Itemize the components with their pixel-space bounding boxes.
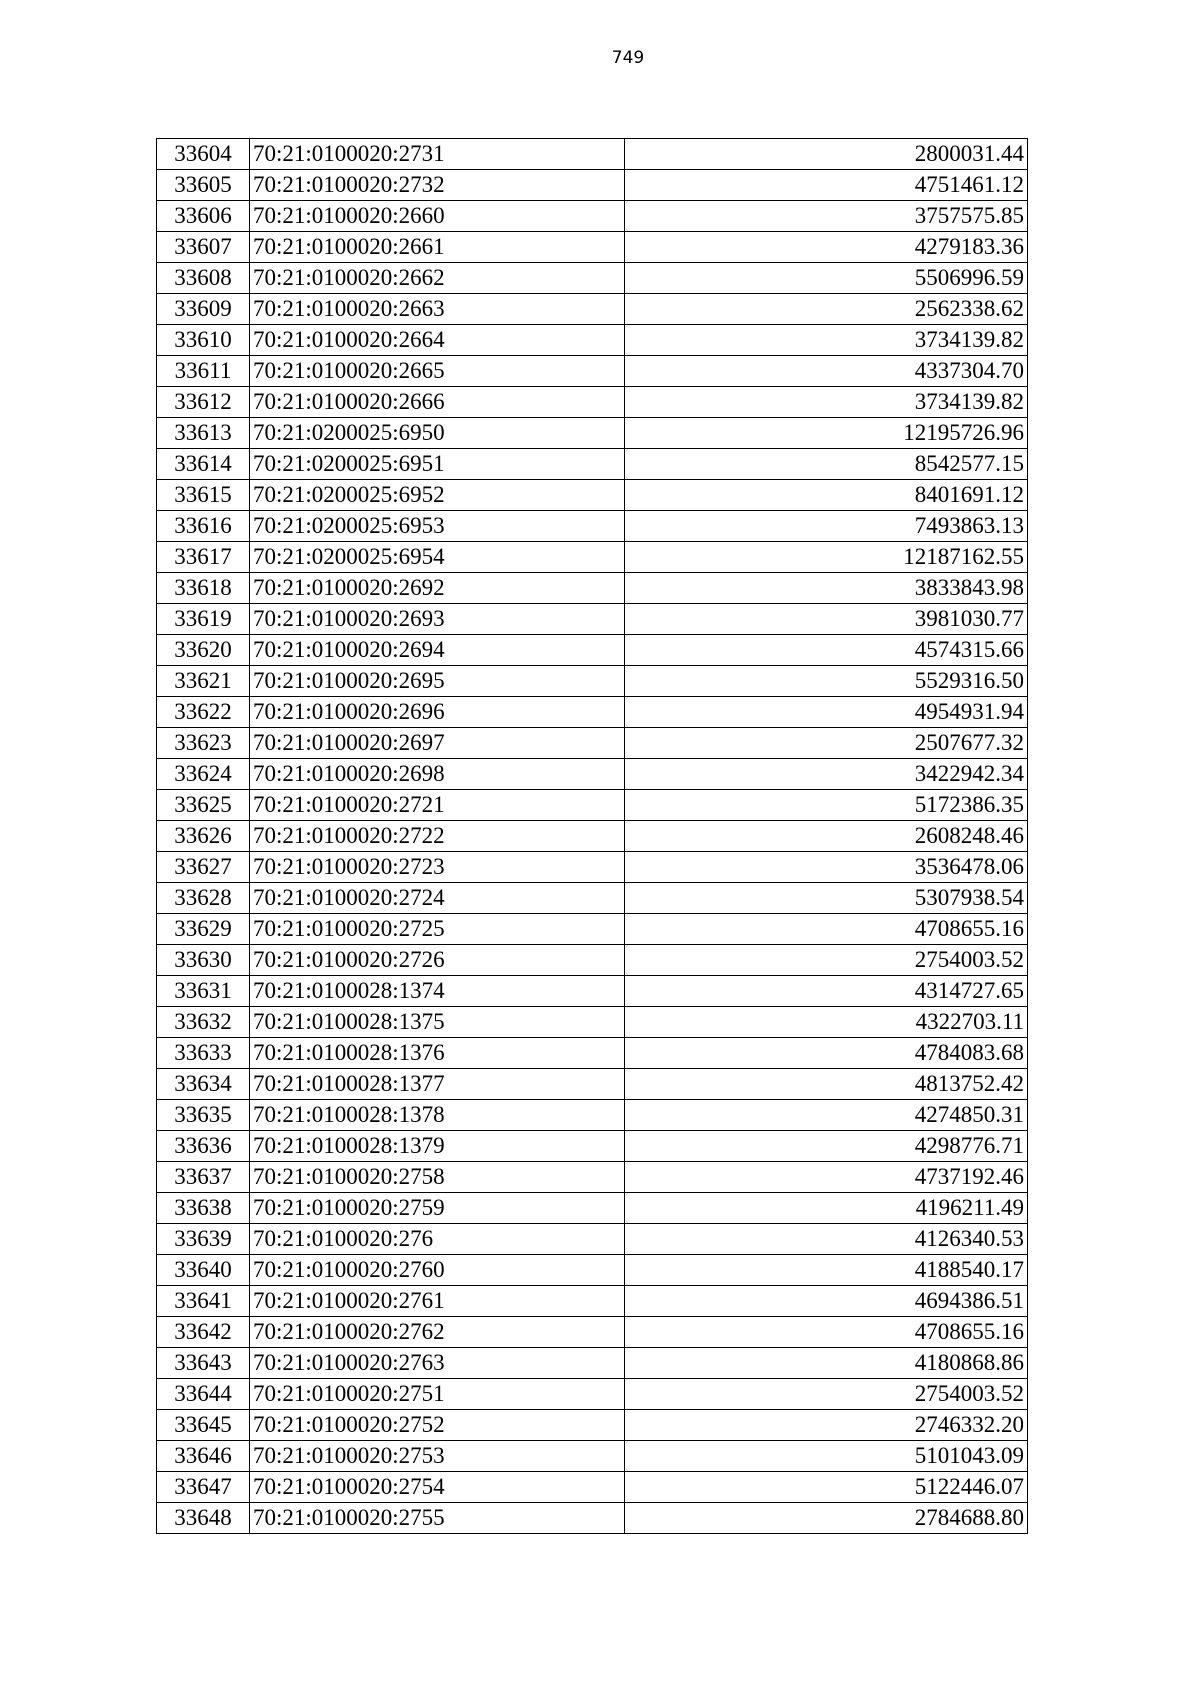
row-number-cell: 33635 [157, 1100, 250, 1131]
table-row [157, 666, 1028, 697]
cadastral-number-cell: 70:21:0200025:6952 [250, 480, 625, 511]
table-row [157, 325, 1028, 356]
row-number-cell: 33642 [157, 1317, 250, 1348]
value-cell: 4574315.66 [625, 635, 1028, 666]
table-row [157, 1007, 1028, 1038]
table-row [157, 573, 1028, 604]
cadastral-number-cell: 70:21:0100020:2761 [250, 1286, 625, 1317]
value-cell: 5101043.09 [625, 1441, 1028, 1472]
table-row [157, 697, 1028, 728]
table-row [157, 945, 1028, 976]
value-cell: 3757575.85 [625, 201, 1028, 232]
value-cell: 8542577.15 [625, 449, 1028, 480]
cadastral-number-cell: 70:21:0100020:2726 [250, 945, 625, 976]
row-number-cell: 33630 [157, 945, 250, 976]
cadastral-number-cell: 70:21:0100020:2732 [250, 170, 625, 201]
table-row [157, 728, 1028, 759]
value-cell: 4126340.53 [625, 1224, 1028, 1255]
table-row [157, 1038, 1028, 1069]
table-row [157, 480, 1028, 511]
value-cell: 4708655.16 [625, 1317, 1028, 1348]
cadastral-number-cell: 70:21:0100020:2722 [250, 821, 625, 852]
table-row [157, 821, 1028, 852]
row-number-cell: 33648 [157, 1503, 250, 1534]
table-row [157, 1472, 1028, 1503]
row-number-cell: 33616 [157, 511, 250, 542]
cadastral-number-cell: 70:21:0100020:2660 [250, 201, 625, 232]
table-row [157, 1348, 1028, 1379]
row-number-cell: 33632 [157, 1007, 250, 1038]
table-row [157, 542, 1028, 573]
row-number-cell: 33625 [157, 790, 250, 821]
value-cell: 5506996.59 [625, 263, 1028, 294]
value-cell: 4279183.36 [625, 232, 1028, 263]
value-cell: 5529316.50 [625, 666, 1028, 697]
table-row [157, 139, 1028, 170]
cadastral-number-cell: 70:21:0200025:6954 [250, 542, 625, 573]
table-row [157, 170, 1028, 201]
cadastral-number-cell: 70:21:0100020:2693 [250, 604, 625, 635]
row-number-cell: 33605 [157, 170, 250, 201]
cadastral-number-cell: 70:21:0100020:2725 [250, 914, 625, 945]
cadastral-number-cell: 70:21:0100020:2664 [250, 325, 625, 356]
row-number-cell: 33634 [157, 1069, 250, 1100]
value-cell: 2754003.52 [625, 945, 1028, 976]
table-row [157, 449, 1028, 480]
cadastral-number-cell: 70:21:0100028:1376 [250, 1038, 625, 1069]
cadastral-number-cell: 70:21:0200025:6953 [250, 511, 625, 542]
row-number-cell: 33609 [157, 294, 250, 325]
table-row [157, 1162, 1028, 1193]
value-cell: 2507677.32 [625, 728, 1028, 759]
value-cell: 2800031.44 [625, 139, 1028, 170]
row-number-cell: 33620 [157, 635, 250, 666]
row-number-cell: 33604 [157, 139, 250, 170]
cadastral-number-cell: 70:21:0100020:2692 [250, 573, 625, 604]
table-row [157, 294, 1028, 325]
row-number-cell: 33639 [157, 1224, 250, 1255]
table-row [157, 604, 1028, 635]
value-cell: 3422942.34 [625, 759, 1028, 790]
cadastral-number-cell: 70:21:0100020:2695 [250, 666, 625, 697]
value-cell: 4813752.42 [625, 1069, 1028, 1100]
cadastral-number-cell: 70:21:0100020:2665 [250, 356, 625, 387]
cadastral-number-cell: 70:21:0100028:1377 [250, 1069, 625, 1100]
value-cell: 2608248.46 [625, 821, 1028, 852]
row-number-cell: 33643 [157, 1348, 250, 1379]
value-cell: 12195726.96 [625, 418, 1028, 449]
value-cell: 2746332.20 [625, 1410, 1028, 1441]
table-row [157, 418, 1028, 449]
table-row [157, 914, 1028, 945]
value-cell: 3734139.82 [625, 325, 1028, 356]
row-number-cell: 33644 [157, 1379, 250, 1410]
cadastral-number-cell: 70:21:0100020:2694 [250, 635, 625, 666]
cadastral-number-cell: 70:21:0100020:2755 [250, 1503, 625, 1534]
cadastral-number-cell: 70:21:0100028:1378 [250, 1100, 625, 1131]
value-cell: 4314727.65 [625, 976, 1028, 1007]
row-number-cell: 33622 [157, 697, 250, 728]
value-cell: 3536478.06 [625, 852, 1028, 883]
row-number-cell: 33612 [157, 387, 250, 418]
value-cell: 4180868.86 [625, 1348, 1028, 1379]
row-number-cell: 33611 [157, 356, 250, 387]
table-row [157, 1410, 1028, 1441]
cadastral-number-cell: 70:21:0100028:1374 [250, 976, 625, 1007]
value-cell: 4954931.94 [625, 697, 1028, 728]
value-cell: 5307938.54 [625, 883, 1028, 914]
table-row [157, 852, 1028, 883]
cadastral-number-cell: 70:21:0100020:2751 [250, 1379, 625, 1410]
value-cell: 2784688.80 [625, 1503, 1028, 1534]
cadastral-number-cell: 70:21:0100020:2760 [250, 1255, 625, 1286]
row-number-cell: 33647 [157, 1472, 250, 1503]
row-number-cell: 33617 [157, 542, 250, 573]
value-cell: 3981030.77 [625, 604, 1028, 635]
cadastral-number-cell: 70:21:0100020:276 [250, 1224, 625, 1255]
row-number-cell: 33621 [157, 666, 250, 697]
table-row [157, 759, 1028, 790]
cadastral-number-cell: 70:21:0100020:2662 [250, 263, 625, 294]
cadastral-number-cell: 70:21:0100020:2696 [250, 697, 625, 728]
row-number-cell: 33641 [157, 1286, 250, 1317]
cadastral-number-cell: 70:21:0100020:2721 [250, 790, 625, 821]
table-row [157, 232, 1028, 263]
cadastral-number-cell: 70:21:0100020:2762 [250, 1317, 625, 1348]
value-cell: 3734139.82 [625, 387, 1028, 418]
table-row [157, 1255, 1028, 1286]
cadastral-number-cell: 70:21:0100020:2697 [250, 728, 625, 759]
value-cell: 4737192.46 [625, 1162, 1028, 1193]
cadastral-number-cell: 70:21:0100020:2753 [250, 1441, 625, 1472]
table-row [157, 1441, 1028, 1472]
table-row [157, 263, 1028, 294]
table-row [157, 790, 1028, 821]
cadastral-number-cell: 70:21:0100020:2763 [250, 1348, 625, 1379]
value-cell: 4751461.12 [625, 170, 1028, 201]
table-row [157, 387, 1028, 418]
cadastral-number-cell: 70:21:0100028:1379 [250, 1131, 625, 1162]
cadastral-number-cell: 70:21:0100020:2661 [250, 232, 625, 263]
cadastral-number-cell: 70:21:0100020:2752 [250, 1410, 625, 1441]
cadastral-number-cell: 70:21:0100020:2731 [250, 139, 625, 170]
cadastral-number-cell: 70:21:0100020:2724 [250, 883, 625, 914]
cadastral-number-cell: 70:21:0100028:1375 [250, 1007, 625, 1038]
row-number-cell: 33607 [157, 232, 250, 263]
row-number-cell: 33610 [157, 325, 250, 356]
value-cell: 4274850.31 [625, 1100, 1028, 1131]
row-number-cell: 33628 [157, 883, 250, 914]
row-number-cell: 33637 [157, 1162, 250, 1193]
table-row [157, 511, 1028, 542]
value-cell: 12187162.55 [625, 542, 1028, 573]
value-cell: 4196211.49 [625, 1193, 1028, 1224]
value-cell: 2754003.52 [625, 1379, 1028, 1410]
table-row [157, 1503, 1028, 1534]
table-row [157, 1286, 1028, 1317]
table-row [157, 201, 1028, 232]
value-cell: 7493863.13 [625, 511, 1028, 542]
row-number-cell: 33619 [157, 604, 250, 635]
table-row [157, 1193, 1028, 1224]
row-number-cell: 33618 [157, 573, 250, 604]
row-number-cell: 33631 [157, 976, 250, 1007]
row-number-cell: 33623 [157, 728, 250, 759]
table-body [157, 139, 1028, 1534]
row-number-cell: 33638 [157, 1193, 250, 1224]
row-number-cell: 33608 [157, 263, 250, 294]
row-number-cell: 33627 [157, 852, 250, 883]
row-number-cell: 33640 [157, 1255, 250, 1286]
row-number-cell: 33624 [157, 759, 250, 790]
page-number: 749 [611, 48, 645, 68]
row-number-cell: 33633 [157, 1038, 250, 1069]
cadastral-number-cell: 70:21:0100020:2759 [250, 1193, 625, 1224]
row-number-cell: 33626 [157, 821, 250, 852]
value-cell: 4784083.68 [625, 1038, 1028, 1069]
row-number-cell: 33614 [157, 449, 250, 480]
table-row [157, 1069, 1028, 1100]
table-row [157, 1224, 1028, 1255]
table-row [157, 1317, 1028, 1348]
row-number-cell: 33613 [157, 418, 250, 449]
row-number-cell: 33606 [157, 201, 250, 232]
value-cell: 4188540.17 [625, 1255, 1028, 1286]
table-row [157, 356, 1028, 387]
cadastral-number-cell: 70:21:0200025:6950 [250, 418, 625, 449]
cadastral-number-cell: 70:21:0100020:2666 [250, 387, 625, 418]
value-cell: 8401691.12 [625, 480, 1028, 511]
row-number-cell: 33629 [157, 914, 250, 945]
cadastral-number-cell: 70:21:0200025:6951 [250, 449, 625, 480]
table-row [157, 1131, 1028, 1162]
table-row [157, 1379, 1028, 1410]
cadastral-number-cell: 70:21:0100020:2663 [250, 294, 625, 325]
value-cell: 5122446.07 [625, 1472, 1028, 1503]
value-cell: 4708655.16 [625, 914, 1028, 945]
row-number-cell: 33645 [157, 1410, 250, 1441]
cadastre-table [156, 138, 1028, 1534]
row-number-cell: 33636 [157, 1131, 250, 1162]
cadastral-number-cell: 70:21:0100020:2723 [250, 852, 625, 883]
value-cell: 4337304.70 [625, 356, 1028, 387]
value-cell: 4322703.11 [625, 1007, 1028, 1038]
table-row [157, 883, 1028, 914]
row-number-cell: 33615 [157, 480, 250, 511]
value-cell: 3833843.98 [625, 573, 1028, 604]
cadastral-number-cell: 70:21:0100020:2698 [250, 759, 625, 790]
value-cell: 5172386.35 [625, 790, 1028, 821]
cadastral-number-cell: 70:21:0100020:2758 [250, 1162, 625, 1193]
value-cell: 2562338.62 [625, 294, 1028, 325]
value-cell: 4694386.51 [625, 1286, 1028, 1317]
table-row [157, 635, 1028, 666]
value-cell: 4298776.71 [625, 1131, 1028, 1162]
cadastral-number-cell: 70:21:0100020:2754 [250, 1472, 625, 1503]
table-row [157, 976, 1028, 1007]
table-row [157, 1100, 1028, 1131]
row-number-cell: 33646 [157, 1441, 250, 1472]
